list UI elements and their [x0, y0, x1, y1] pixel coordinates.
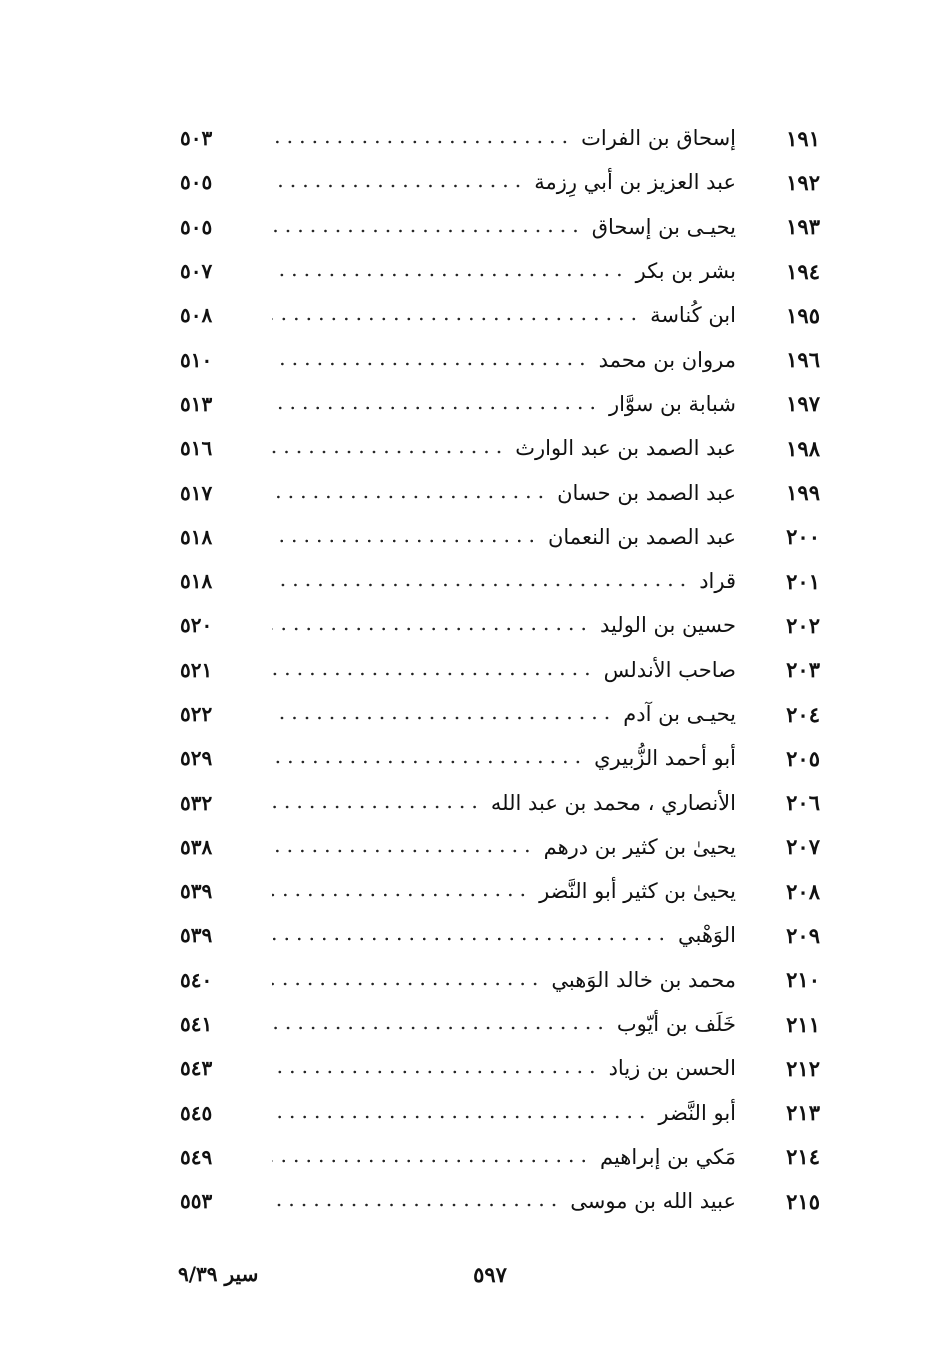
entry-title: الحسن بن زياد: [608, 1056, 736, 1081]
entry-title: الأنصاري ، محمد بن عبد الله: [490, 790, 736, 815]
page-footer: [0, 1262, 940, 1294]
entry-number: ٢٠٠: [786, 524, 820, 550]
entry-title: قراد: [699, 569, 736, 594]
entry-page: ٥٢١: [180, 657, 213, 682]
dot-leader: [272, 447, 505, 457]
dot-leader: [272, 1023, 607, 1033]
entry-number: ١٩٥: [786, 302, 820, 328]
toc-entry[interactable]: [180, 869, 820, 913]
dot-leader: [272, 359, 589, 369]
entry-page: ٥٣٨: [180, 834, 213, 859]
entry-title: عبد الصمد بن حسان: [557, 480, 736, 505]
entry-title: يحيـى بن إسحاق: [591, 214, 736, 239]
entry-page: ٥٤١: [180, 1012, 213, 1037]
entry-number: ٢١٠: [786, 967, 820, 993]
dot-leader: [272, 669, 594, 679]
toc-entry[interactable]: [180, 116, 820, 160]
entry-title: حسين بن الوليد: [599, 613, 736, 638]
entry-number: ٢٠٧: [786, 834, 820, 860]
toc-entry[interactable]: [180, 249, 820, 293]
dot-leader: [272, 624, 590, 634]
dot-leader: [272, 713, 613, 723]
entry-number: ٢٠٩: [786, 922, 820, 948]
entry-title: شبابة بن سوَّار: [608, 391, 736, 416]
entry-title: مَكي بن إبراهيم: [599, 1144, 736, 1169]
entry-title: بشر بن بكر: [635, 259, 736, 284]
toc-entry[interactable]: [180, 603, 820, 647]
dot-leader: [272, 1200, 560, 1210]
dot-leader: [272, 181, 524, 191]
entry-number: ٢٠٢: [786, 612, 820, 638]
entry-page: ٥١٨: [180, 524, 213, 549]
toc-entry[interactable]: [180, 426, 820, 470]
toc-entry[interactable]: [180, 913, 820, 957]
entry-title: يحيىٰ بن كثير بن درهم: [543, 834, 736, 859]
signature-mark: سير ٩/٣٩: [178, 1262, 259, 1286]
entry-page: ٥٠٨: [180, 303, 213, 328]
entry-number: ٢٠٥: [786, 745, 820, 771]
entry-number: ١٩٧: [786, 391, 820, 417]
entry-page: ٥٣٩: [180, 923, 213, 948]
entry-number: ٢٠٤: [786, 701, 820, 727]
dot-leader: [272, 314, 640, 324]
entry-number: ٢٠٦: [786, 790, 820, 816]
dot-leader: [272, 270, 626, 280]
entry-number: ٢١٤: [786, 1144, 820, 1170]
entry-page: ٥٥٣: [180, 1189, 213, 1214]
entry-number: ١٩٣: [786, 214, 820, 240]
entry-number: ٢١٥: [786, 1188, 820, 1214]
entry-title: الوَهْبي: [678, 923, 736, 948]
entry-title: مروان بن محمد: [598, 347, 736, 372]
entry-number: ١٩٦: [786, 347, 820, 373]
toc-entry[interactable]: [180, 293, 820, 337]
entry-title: يحيـى بن آدم: [623, 702, 736, 726]
toc-entry[interactable]: [180, 337, 820, 381]
entry-title: أبو النَّضر: [658, 1100, 736, 1125]
dot-leader: [272, 403, 599, 413]
toc-entry[interactable]: [180, 1179, 820, 1223]
entry-page: ٥١٧: [180, 480, 213, 505]
entry-page: ٥٢٠: [180, 613, 213, 638]
dot-leader: [272, 846, 534, 856]
dot-leader: [272, 934, 668, 944]
entry-page: ٥٤٥: [180, 1100, 213, 1125]
dot-leader: [272, 580, 689, 590]
entry-page: ٥١٠: [180, 347, 213, 372]
toc-entry[interactable]: [180, 1135, 820, 1179]
entry-page: ٥١٦: [180, 436, 213, 461]
toc-entry[interactable]: [180, 559, 820, 603]
entry-page: ٥٢٩: [180, 746, 213, 771]
entry-title: عبد الصمد بن عبد الوارث: [515, 436, 736, 461]
toc-entry[interactable]: [180, 1091, 820, 1135]
entry-title: صاحب الأندلس: [603, 657, 736, 682]
dot-leader: [272, 226, 582, 236]
page-number: ٥٩٧: [473, 1262, 507, 1287]
entry-title: عبد العزيز بن أبي رِزمة: [534, 170, 736, 195]
dot-leader: [272, 536, 538, 546]
dot-leader: [272, 802, 481, 812]
toc-entry[interactable]: [180, 515, 820, 559]
dot-leader: [272, 1067, 599, 1077]
toc-entry[interactable]: [180, 648, 820, 692]
entry-page: ٥٠٧: [180, 259, 213, 284]
entry-title: ابن كُناسة: [650, 303, 736, 328]
entry-page: ٥٤٩: [180, 1144, 213, 1169]
entry-number: ٢١٣: [786, 1100, 820, 1126]
entry-page: ٥٣٢: [180, 790, 213, 815]
entry-number: ٢١١: [786, 1011, 820, 1037]
entry-title: عبيد الله بن موسى: [570, 1189, 736, 1214]
entry-title: أبو أحمد الزُّبيري: [594, 746, 736, 771]
entry-page: ٥٣٩: [180, 879, 213, 904]
toc-entry[interactable]: [180, 780, 820, 824]
entry-number: ١٩٤: [786, 258, 820, 284]
table-of-contents: [180, 116, 820, 1223]
entry-page: ٥٢٢: [180, 702, 213, 726]
entry-page: ٥٤٠: [180, 967, 213, 992]
entry-number: ٢٠٨: [786, 878, 820, 904]
entry-page: ٥٠٣: [180, 126, 213, 151]
entry-page: ٥١٣: [180, 391, 213, 416]
toc-entry[interactable]: [180, 205, 820, 249]
entry-number: ١٩١: [786, 125, 820, 151]
toc-entry[interactable]: [180, 382, 820, 426]
dot-leader: [272, 890, 529, 900]
entry-number: ٢٠٣: [786, 657, 820, 683]
toc-entry[interactable]: [180, 825, 820, 869]
entry-number: ١٩٢: [786, 169, 820, 195]
entry-title: خَلَف بن أيّوب: [616, 1012, 736, 1037]
entry-page: ٥١٨: [180, 569, 213, 594]
entry-title: إسحاق بن الفرات: [581, 126, 736, 151]
dot-leader: [272, 757, 584, 767]
entry-number: ٢١٢: [786, 1055, 820, 1081]
dot-leader: [272, 1112, 648, 1122]
dot-leader: [272, 492, 547, 502]
toc-entry[interactable]: [180, 160, 820, 204]
entry-number: ٢٠١: [786, 568, 820, 594]
entry-page: ٥٤٣: [180, 1056, 213, 1081]
dot-leader: [272, 137, 571, 147]
entry-title: محمد بن خالد الوَهبي: [551, 967, 736, 992]
entry-page: ٥٠٥: [180, 170, 213, 195]
entry-title: عبد الصمد بن النعمان: [547, 524, 736, 549]
entry-page: ٥٠٥: [180, 214, 213, 239]
dot-leader: [272, 1156, 590, 1166]
dot-leader: [272, 979, 541, 989]
toc-entry[interactable]: [180, 958, 820, 1002]
entry-number: ١٩٩: [786, 480, 820, 506]
toc-entry[interactable]: [180, 736, 820, 780]
entry-number: ١٩٨: [786, 435, 820, 461]
toc-entry[interactable]: [180, 470, 820, 514]
toc-entry[interactable]: [180, 1046, 820, 1090]
toc-entry[interactable]: [180, 1002, 820, 1046]
toc-entry[interactable]: [180, 692, 820, 736]
entry-title: يحيىٰ بن كثير أبو النَّضر: [539, 879, 736, 904]
